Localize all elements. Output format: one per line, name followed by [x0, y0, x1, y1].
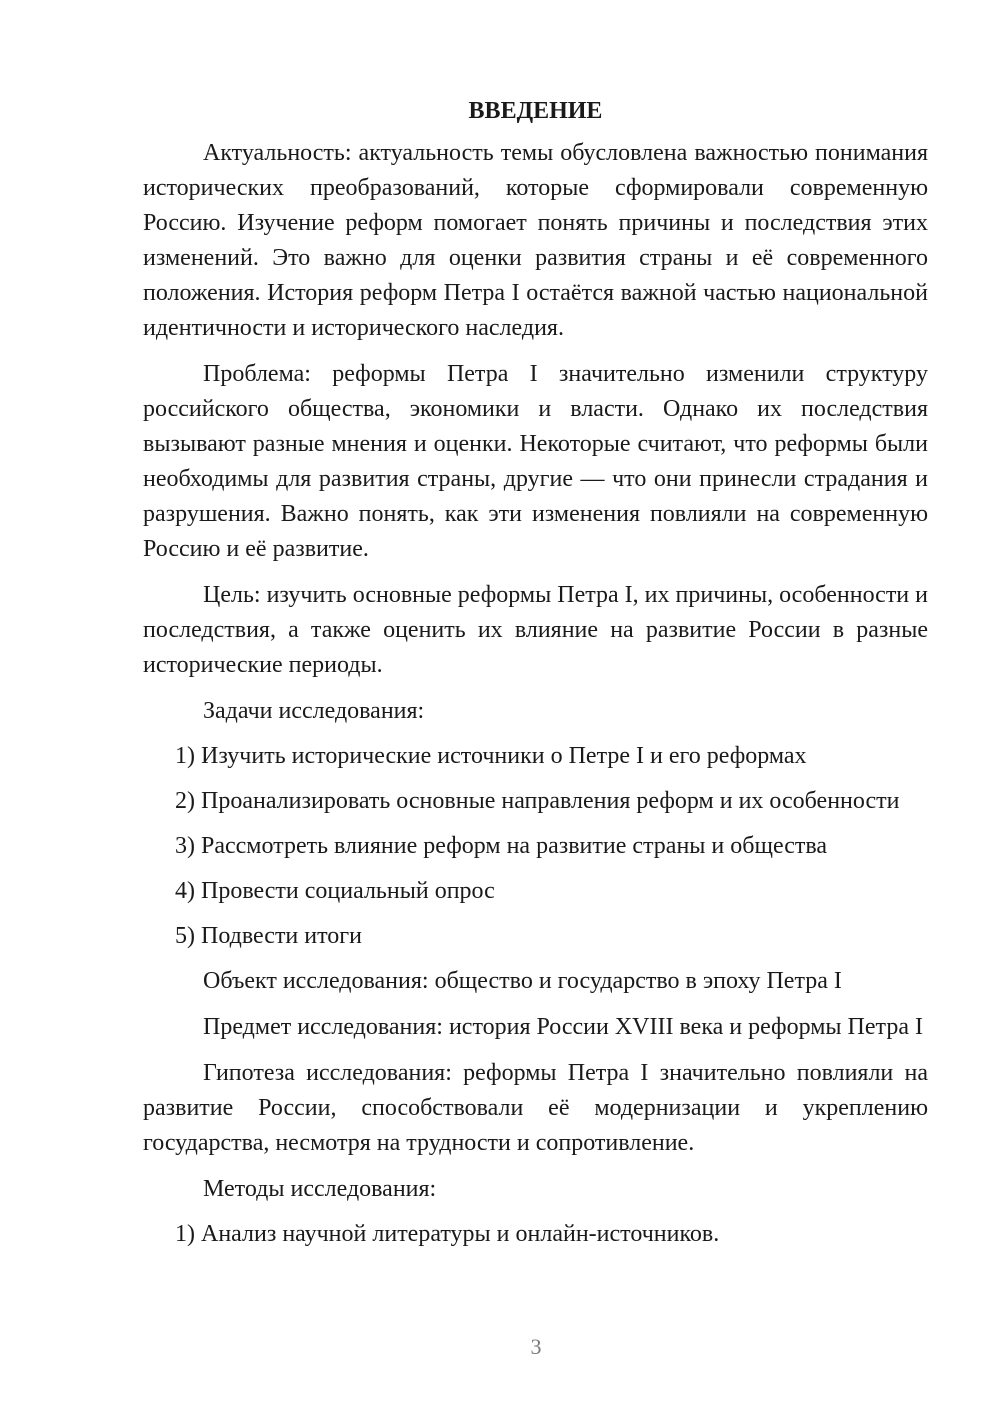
subject-paragraph: Предмет исследования: история России XVIII века и реформы Петра I: [203, 1014, 923, 1040]
page-title: ВВЕДЕНИЕ: [468, 98, 603, 124]
object-paragraph: Объект исследования: общество и государство в эпоху Петра I: [203, 968, 842, 994]
list-item-task-3: 3) Рассмотреть влияние реформ на развитие страны и общества: [175, 833, 828, 859]
problem-paragraph: Проблема: реформы Петра I значительно изменили структуру российского общества, экономики и власти. Однако их последствия вызывают разные мнения и оценки. Некоторые считают, что реформы были необходимы для развития страны, другие — что они принесли страдания и разрушения. Важно понять, как эти изменения повлияли на современную Россию и её развитие.: [143, 361, 928, 562]
list-item-task-4: 4) Провести социальный опрос: [175, 878, 495, 904]
tasks-list: [143, 739, 928, 954]
tasks-heading: Задачи исследования:: [203, 698, 425, 724]
relevance-paragraph: Актуальность: актуальность темы обусловлена важностью понимания исторических преобразований, которые сформировали современную Россию. Изучение реформ помогает понять причины и последствия этих изменений. Это важно для оценки развития страны и её современного положения. История реформ Петра I остаётся важной частью национальной идентичности и исторического наследия.: [143, 140, 928, 341]
hypothesis-paragraph: Гипотеза исследования: реформы Петра I значительно повлияли на развитие России, способствовали её модернизации и укреплению государства, несмотря на трудности и сопротивление.: [143, 1060, 928, 1156]
list-item-task-2: 2) Проанализировать основные направления реформ и их особенности: [175, 788, 900, 814]
list-item-task-5: 5) Подвести итоги: [175, 923, 362, 949]
page-number: 3: [530, 1334, 542, 1359]
page-body: [143, 96, 928, 1262]
methods-list: [143, 1217, 928, 1252]
list-item-task-1: 1) Изучить исторические источники о Петре I и его реформах: [175, 743, 807, 769]
methods-heading: Методы исследования:: [203, 1176, 437, 1202]
list-item-method-1: 1) Анализ научной литературы и онлайн-источников.: [175, 1221, 720, 1247]
goal-paragraph: Цель: изучить основные реформы Петра I, их причины, особенности и последствия, а также оценить их влияние на развитие России в разные исторические периоды.: [143, 582, 928, 678]
